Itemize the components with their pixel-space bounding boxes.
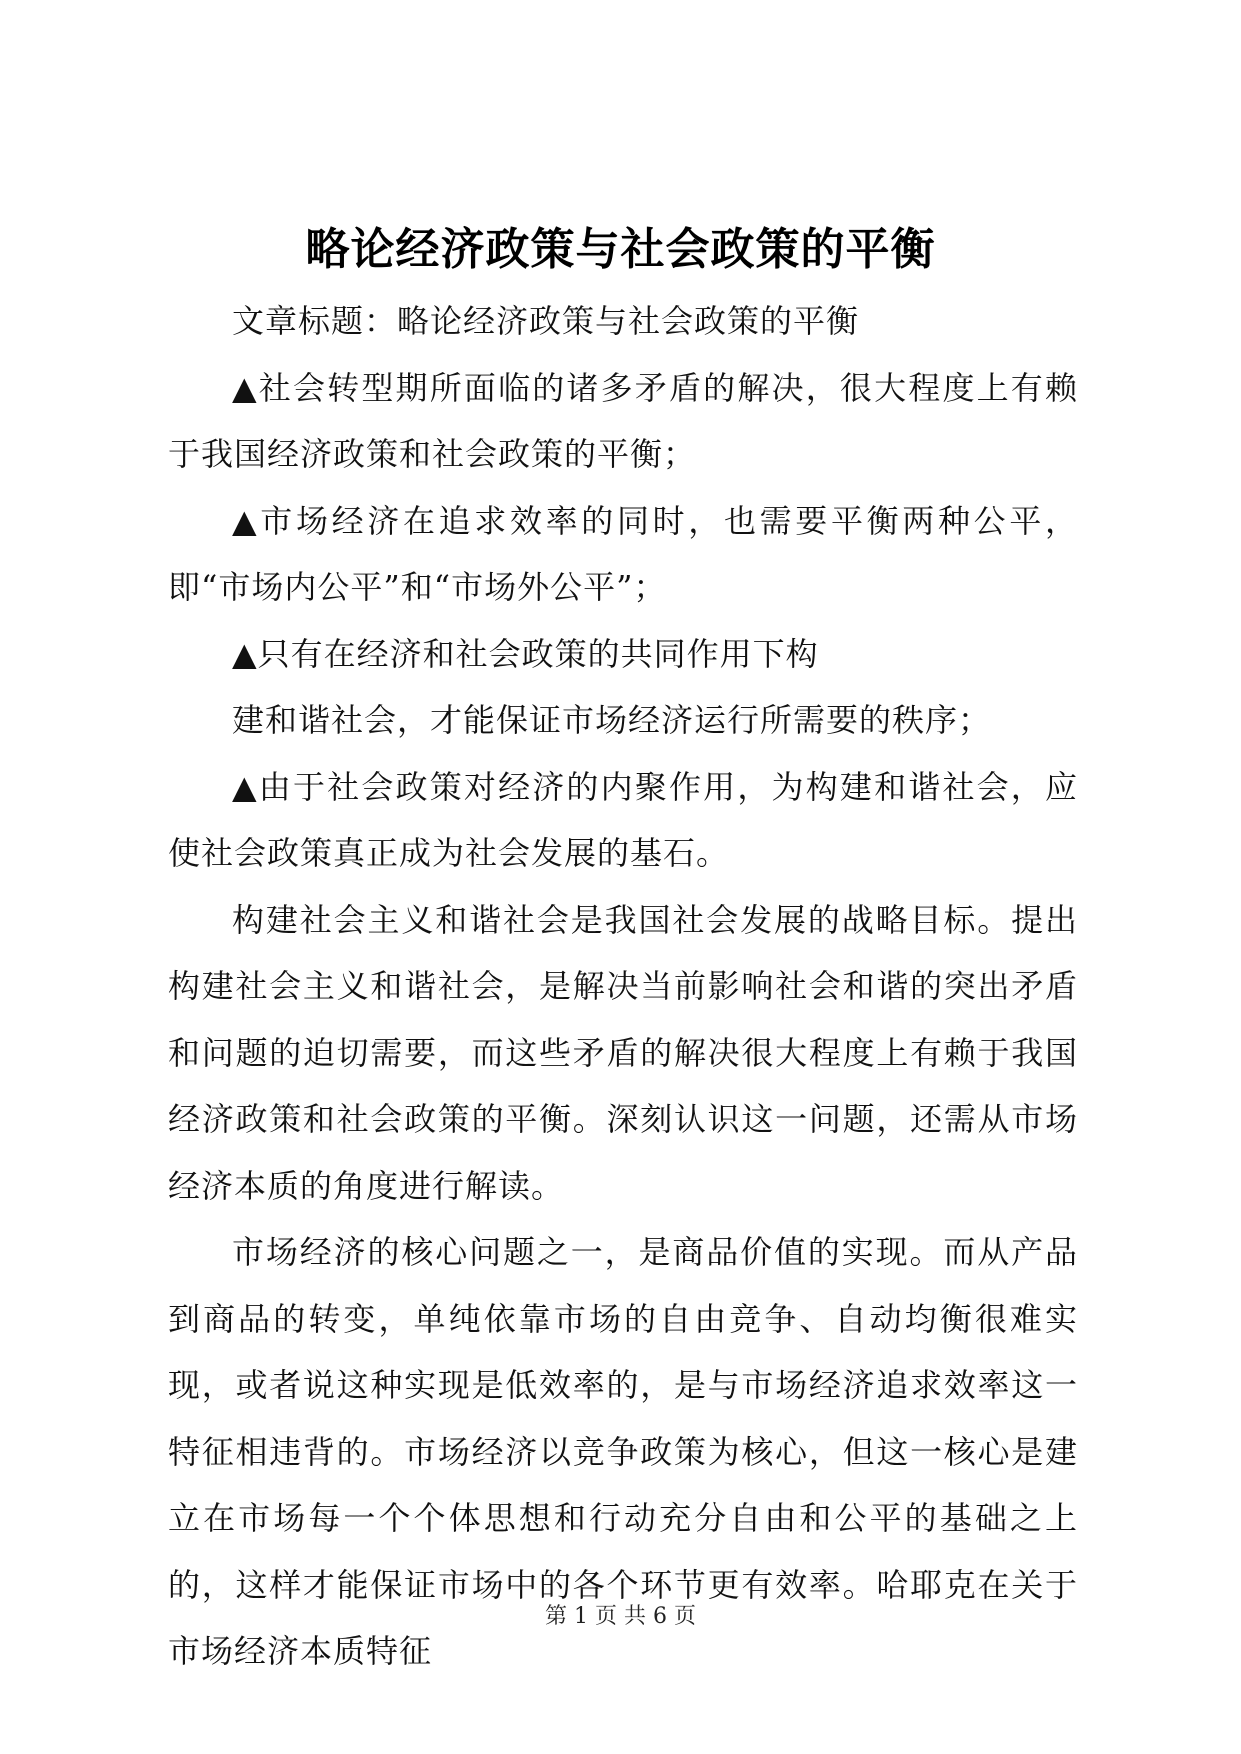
- paragraph-bullet-3-continued: 建和谐社会，才能保证市场经济运行所需要的秩序；: [232, 701, 992, 739]
- page-number-footer: 第 1 页 共 6 页: [545, 1604, 696, 1629]
- paragraph-body-2: 市场经济的核心问题之一，是商品价值的实现。而从产品到商品的转变，单纯依靠市场的自由竞争、自动均衡很难实现，或者说这种实现是低效率的，是与市场经济追求效率这一特征相违背的。市场经济以竞争政策为核心，但这一核心是建立在市场每一个个体思想和行动充分自由和公平的基础之上的，这样才能保证市场中的各个环节更有效率。哈耶克在关于市场经济本质特征: [168, 1233, 1078, 1670]
- paragraph-body-1: 构建社会主义和谐社会是我国社会发展的战略目标。提出构建社会主义和谐社会，是解决当前影响社会和谐的突出矛盾和问题的迫切需要，而这些矛盾的解决很大程度上有赖于我国经济政策和社会政策的平衡。深刻认识这一问题，还需从市场经济本质的角度进行解读。: [168, 900, 1078, 1205]
- paragraph-article-title: 文章标题：略论经济政策与社会政策的平衡: [232, 302, 860, 340]
- document-body: [168, 288, 1078, 1685]
- paragraph-bullet-1: ▲社会转型期所面临的诸多矛盾的解决，很大程度上有赖于我国经济政策和社会政策的平衡；: [168, 368, 1078, 473]
- paragraph-bullet-3: ▲只有在经济和社会政策的共同作用下构: [232, 634, 819, 673]
- document-title: 略论经济政策与社会政策的平衡: [305, 224, 936, 275]
- paragraph-bullet-2: ▲市场经济在追求效率的同时，也需要平衡两种公平，即“市场内公平”和“市场外公平”；: [168, 501, 1078, 606]
- paragraph-bullet-4: ▲由于社会政策对经济的内聚作用，为构建和谐社会，应使社会政策真正成为社会发展的基石。: [168, 767, 1078, 872]
